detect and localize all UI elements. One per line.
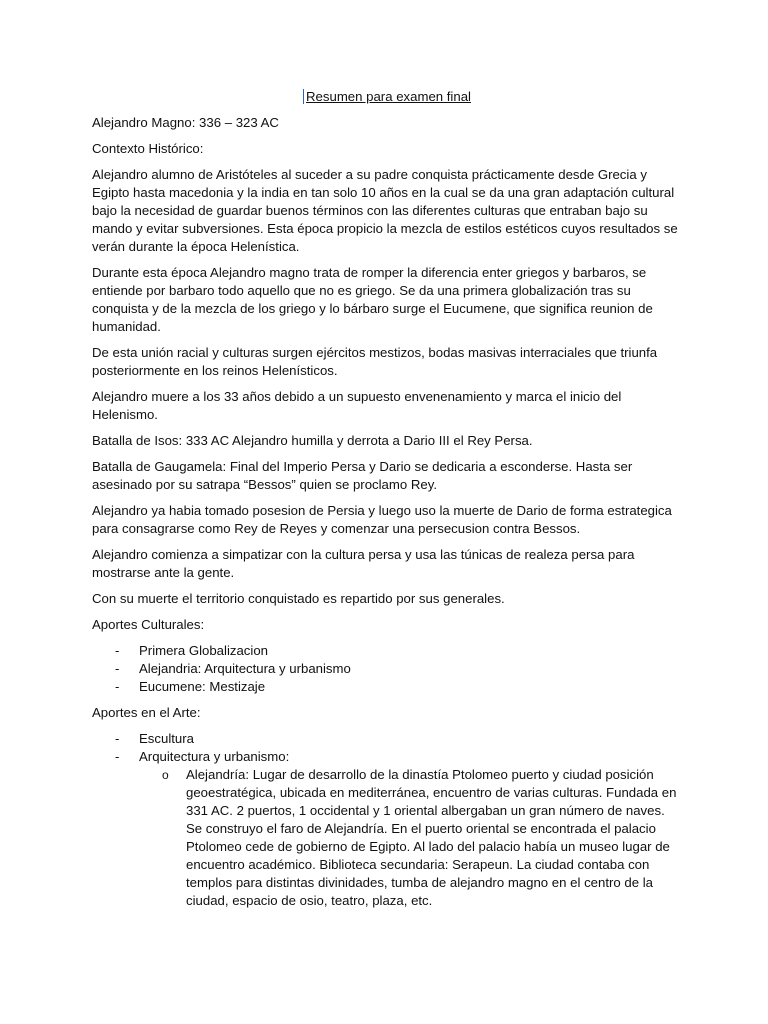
paragraph-conquest: Alejandro alumno de Aristóteles al suceder a su padre conquista prácticamente desde Grecia y Egipto hasta macedonia y la india en tan solo 10 años en la cual se da una gran adaptación cultural bajo la necesidad de guardar buenos términos con las diferentes culturas que entraban bajo su mando y evitar subversiones. Esta época propicio la mezcla de estilos estéticos cuyos resultados se verán durante la época Helenística. bbox=[92, 167, 678, 254]
list-item: - Primera Globalizacion bbox=[92, 642, 678, 660]
context-label: Contexto Histórico: bbox=[92, 141, 204, 156]
document-title: Resumen para examen final bbox=[92, 88, 678, 106]
paragraph-persian-culture: Alejandro comienza a simpatizar con la cultura persa y usa las túnicas de realeza persa para mostrarse ante la gente. bbox=[92, 547, 635, 580]
paragraph-death: Alejandro muere a los 33 años debido a un supuesto envenenamiento y marca el inicio del Helenismo. bbox=[92, 389, 622, 422]
art-label: Aportes en el Arte: bbox=[92, 705, 201, 720]
paragraph-globalization: Durante esta época Alejandro magno trata de romper la diferencia enter griegos y barbaros, se entiende por barbaro todo aquello que no es griego. Se da una primera globalización tras su conquista y de la mezcla de los griego y lo bárbaro surge el Eucumene, que significa reunion de humanidad. bbox=[92, 265, 653, 334]
paragraph-gaugamela: Batalla de Gaugamela: Final del Imperio Persa y Dario se dedicaria a esconderse. Hasta ser asesinado por su satrapa “Bessos” quien se proclamo Rey. bbox=[92, 459, 633, 492]
section-heading: Alejandro Magno: 336 – 323 AC bbox=[92, 115, 279, 130]
paragraph-division: Con su muerte el territorio conquistado es repartido por sus generales. bbox=[92, 591, 505, 606]
list-item: - Eucumene: Mestizaje bbox=[92, 678, 678, 696]
paragraph-isos: Batalla de Isos: 333 AC Alejandro humilla y derrota a Dario III el Rey Persa. bbox=[92, 433, 533, 448]
sub-list-item: o Alejandría: Lugar de desarrollo de la dinastía Ptolomeo puerto y ciudad posición geoestratégica, ubicada en mediterránea, encuentro de varias culturas. Fundada en 331 AC. 2 puertos, 1 occidental y 1 oriental albergaban un gran número de naves. Se construyo el faro de Alejandría. En el puerto oriental se encontrada el palacio Ptolomeo cede de gobierno de Egipto. Al lado del palacio había un museo lugar de encuentro académico. Biblioteca secundaria: Serapeun. La ciudad contaba con templos para distintas divinidades, tumba de alejandro magno en el centro de la ciudad, espacio de osio, teatro, plaza, etc. bbox=[139, 766, 678, 910]
list-item bbox=[92, 748, 678, 910]
list-item-label: Arquitectura y urbanismo: bbox=[139, 749, 290, 764]
cultural-label: Aportes Culturales: bbox=[92, 617, 205, 632]
art-sublist bbox=[139, 766, 678, 910]
cultural-list bbox=[92, 642, 678, 696]
paragraph-union: De esta unión racial y culturas surgen ejércitos mestizos, bodas masivas interraciales que triunfa posteriormente en los reinos Helenísticos. bbox=[92, 345, 658, 378]
list-item: - Alejandria: Arquitectura y urbanismo bbox=[92, 660, 678, 678]
paragraph-persia: Alejandro ya habia tomado posesion de Persia y luego uso la muerte de Dario de forma estrategica para consagrarse como Rey de Reyes y comenzar una persecusion contra Bessos. bbox=[92, 503, 672, 536]
document-body bbox=[92, 88, 678, 918]
art-list bbox=[92, 730, 678, 910]
list-item: - Escultura bbox=[92, 730, 678, 748]
